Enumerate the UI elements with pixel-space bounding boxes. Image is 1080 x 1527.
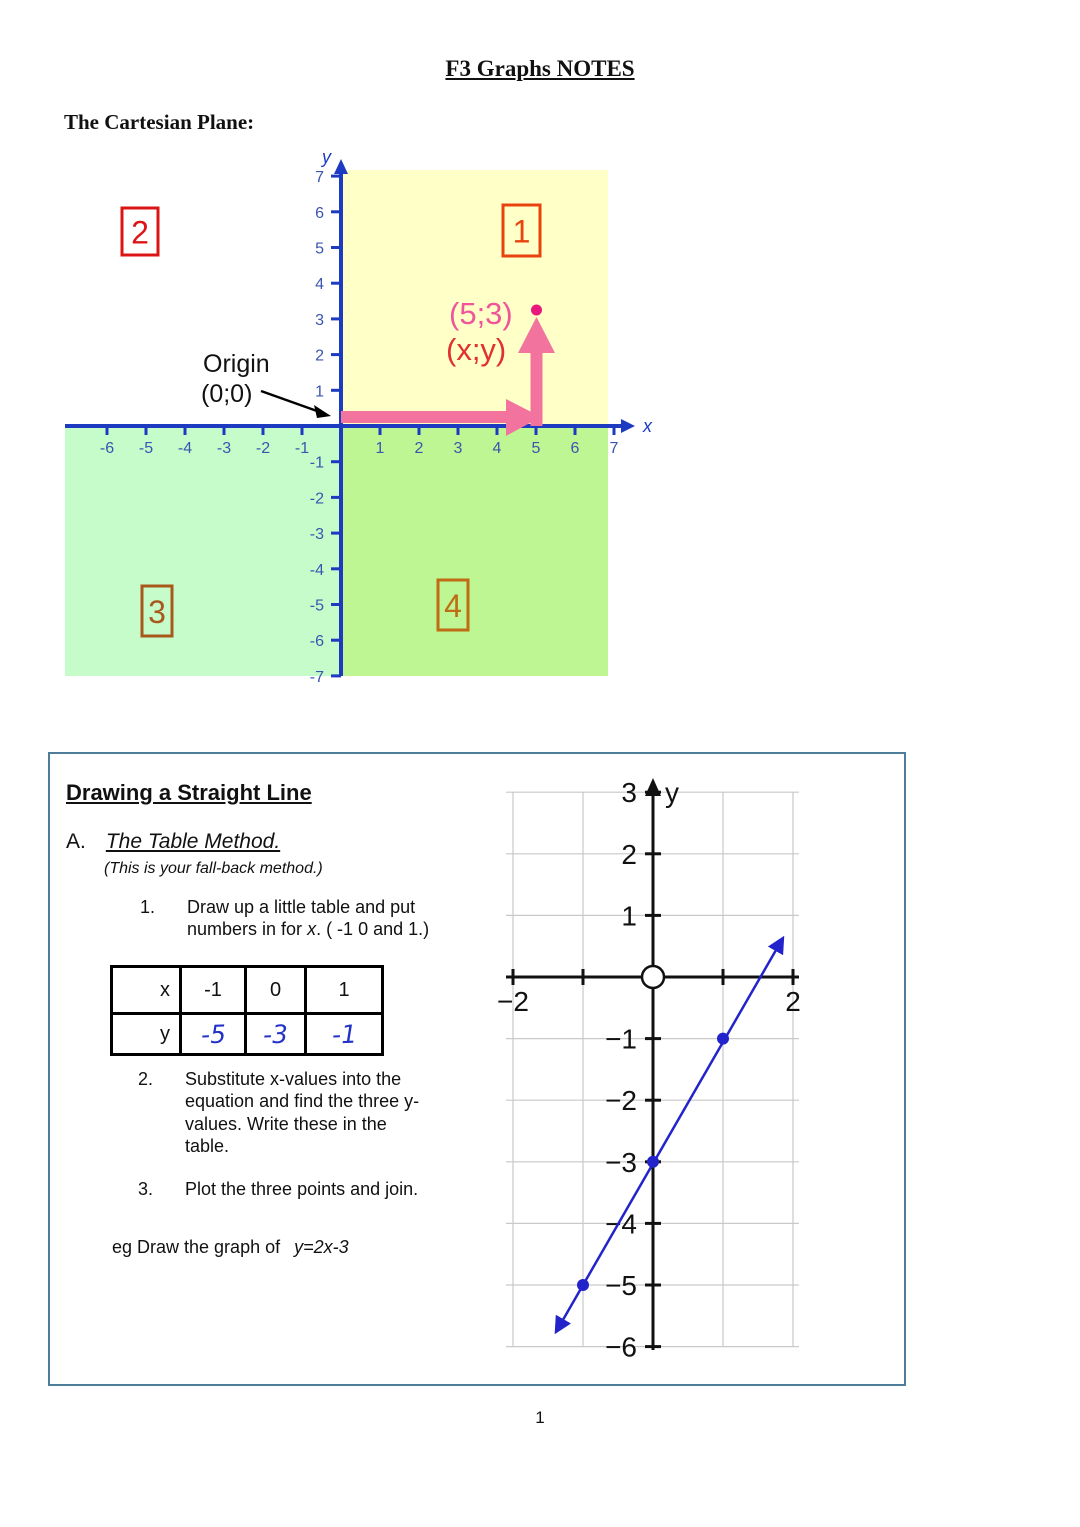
table-row-x <box>112 967 383 1014</box>
panel-heading: Drawing a Straight Line <box>66 780 312 805</box>
handwritten-y-value: -1 <box>331 1019 357 1049</box>
x-axis-label: x <box>643 416 652 436</box>
plotted-point-dot <box>717 1033 729 1045</box>
x-tick-label: 2 <box>414 440 424 457</box>
y-row-label: y <box>112 1014 181 1055</box>
y-axis-label: y <box>665 777 679 808</box>
origin-label-line1: Origin <box>203 350 270 378</box>
table-row-y <box>112 1014 383 1055</box>
x-tick-label: -2 <box>255 440 271 457</box>
point-coordinates-label: (5;3) <box>449 296 513 331</box>
quadrant-4-region <box>341 426 608 676</box>
x-tick-label: −2 <box>497 986 529 1017</box>
y-tick-label: 5 <box>315 240 324 258</box>
cartesian-plane-heading: The Cartesian Plane: <box>64 110 255 134</box>
y-tick-label: 4 <box>315 276 324 294</box>
y-tick-label: 7 <box>315 169 324 187</box>
xy-value-table <box>110 965 384 1056</box>
y-tick-label: 1 <box>315 383 324 401</box>
x-tick-label: 4 <box>492 440 502 457</box>
y-tick-label: −3 <box>605 1146 637 1178</box>
origin-circle-icon <box>642 966 664 988</box>
y-tick-label: 2 <box>621 838 637 870</box>
example-equation: y=2x-3 <box>294 1237 349 1257</box>
quadrant-1-badge-label: 1 <box>512 213 531 250</box>
method-line <box>66 830 280 854</box>
step-3-text: Plot the three points and join. <box>185 1179 419 1199</box>
x-tick-label: 5 <box>531 440 541 457</box>
method-title: The Table Method. <box>105 830 281 853</box>
drawing-straight-line-panel <box>48 752 906 1386</box>
step-1-text <box>187 896 469 941</box>
y-tick-label: 3 <box>315 311 324 329</box>
y-axis-label: y <box>322 148 331 167</box>
x-tick-label: 1 <box>375 440 385 457</box>
plotted-point-dot <box>531 305 542 316</box>
cartesian-plane-figure <box>65 148 665 693</box>
x-tick-label: 7 <box>609 440 619 457</box>
quadrant-4-badge-label: 4 <box>444 588 462 624</box>
x-tick-label: 2 <box>785 986 801 1017</box>
quadrant-2-badge-label: 2 <box>131 214 149 251</box>
y-tick-label: 1 <box>621 900 637 932</box>
y-tick-label: -2 <box>309 490 324 508</box>
step-1 <box>140 896 469 941</box>
x-row-label: x <box>112 967 181 1014</box>
y-tick-label: -5 <box>309 597 324 615</box>
step-2-number: 2. <box>138 1069 154 1089</box>
step-1-text-pre: Draw up a little table and put numbers in for <box>187 897 416 940</box>
y-tick-label: −6 <box>605 1331 637 1363</box>
example-prefix: eg Draw the graph of <box>112 1237 281 1257</box>
method-note: (This is your fall-back method.) <box>104 860 323 877</box>
x-tick-label: -4 <box>177 440 193 457</box>
plotted-point-dot <box>577 1279 589 1291</box>
y-axis-arrow-icon <box>334 159 348 174</box>
y-tick-label: -6 <box>309 633 324 651</box>
y-tick-label: −4 <box>605 1208 637 1240</box>
pink-vertical-arrow <box>531 349 543 426</box>
y-tick-label: -1 <box>309 454 324 472</box>
method-letter: A. <box>66 830 86 853</box>
line-graph-figure <box>481 768 921 1370</box>
y-tick-label: −5 <box>605 1270 637 1301</box>
y-value-cell <box>181 1014 246 1055</box>
x-tick-label: -1 <box>294 440 310 457</box>
x-tick-label: 6 <box>570 440 580 457</box>
handwritten-y-value: -3 <box>262 1019 289 1049</box>
step-2 <box>138 1068 435 1157</box>
document-title: F3 Graphs NOTES <box>445 56 635 81</box>
x-value-cell: 0 <box>246 967 306 1014</box>
handwritten-y-value: -5 <box>200 1019 226 1049</box>
step-1-variable: x <box>307 919 317 940</box>
point-generic-label: (x;y) <box>446 332 507 367</box>
quadrant-3-region <box>65 426 341 676</box>
x-value-cell: -1 <box>181 967 246 1014</box>
x-value-cell: 1 <box>306 967 383 1014</box>
pink-horizontal-arrow <box>341 411 508 423</box>
y-tick-label: -7 <box>309 668 324 686</box>
y-tick-label: -3 <box>309 526 324 544</box>
example-line <box>112 1237 349 1258</box>
y-value-cell <box>246 1014 306 1055</box>
step-3 <box>138 1178 505 1200</box>
y-tick-label: −1 <box>605 1023 637 1055</box>
origin-label-line2: (0;0) <box>201 380 253 408</box>
x-tick-label: 3 <box>453 440 463 457</box>
x-axis-arrow-icon <box>621 419 635 433</box>
y-tick-label: −2 <box>605 1085 637 1117</box>
y-tick-label: 2 <box>315 347 324 365</box>
step-1-number: 1. <box>140 897 156 917</box>
y-value-cell <box>306 1014 383 1055</box>
x-tick-label: -5 <box>138 440 154 457</box>
step-3-number: 3. <box>138 1179 154 1199</box>
y-tick-label: -4 <box>309 561 324 579</box>
quadrant-3-badge-label: 3 <box>148 594 166 630</box>
y-tick-label: 6 <box>315 204 324 222</box>
step-1-text-post: . ( -1 0 and 1.) <box>316 919 430 940</box>
step-2-text: Substitute x-values into the equation and find the three y-values. Write these in the table. <box>185 1069 420 1156</box>
page-number: 1 <box>535 1408 545 1427</box>
origin-pointer-line <box>261 391 317 411</box>
graph-line-y-equals-2x-minus-3 <box>556 939 782 1331</box>
origin-pointer-arrow-icon <box>314 405 331 418</box>
x-tick-label: -3 <box>216 440 232 457</box>
x-tick-label: -6 <box>99 440 115 457</box>
y-tick-label: 3 <box>621 777 637 809</box>
plotted-point-dot <box>647 1156 659 1168</box>
